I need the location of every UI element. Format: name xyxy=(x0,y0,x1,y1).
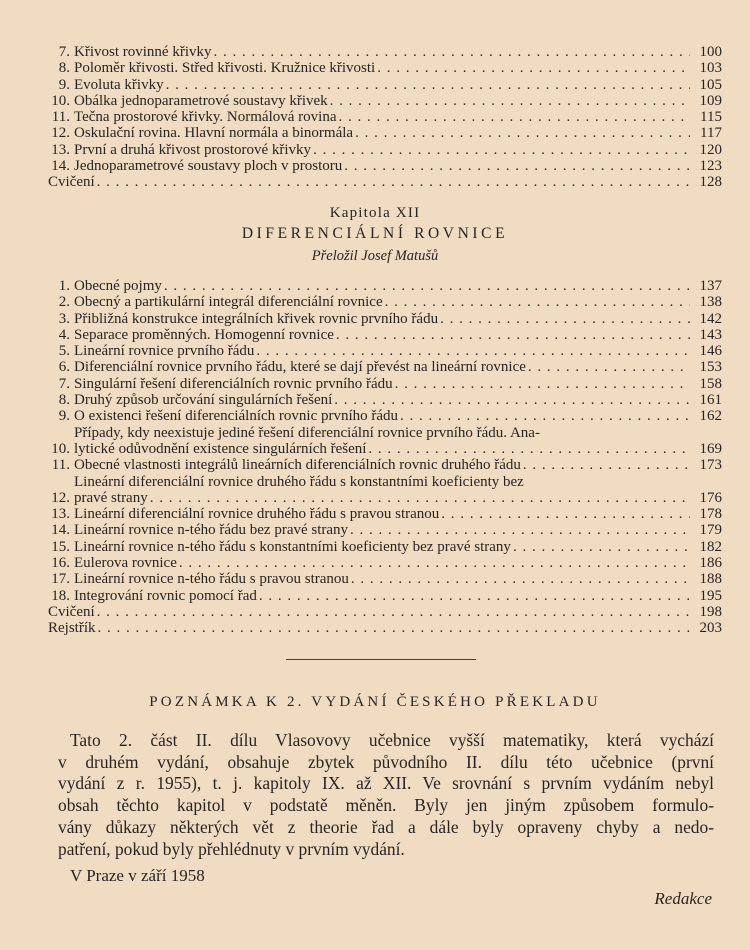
toc-entry xyxy=(48,109,722,125)
toc-entry-page: 198 xyxy=(699,603,722,620)
toc-entry-title: Lineární rovnice n-tého řádu bez pravé strany xyxy=(74,522,349,539)
note-line: Tato 2. část II. dílu Vlasovovy učebnice vyšší matematiky, která vychází xyxy=(70,730,714,750)
toc-entry-title: Diferenciální rovnice prvního řádu, které se dají převést na lineární rovnice xyxy=(74,359,526,376)
toc-entry-page: 138 xyxy=(699,294,722,311)
toc-entry-page: 115 xyxy=(700,109,722,126)
dot-leader xyxy=(523,457,690,473)
toc-entry xyxy=(48,474,722,507)
dot-leader xyxy=(334,392,690,408)
toc-entry xyxy=(48,376,722,392)
toc-entry-title: Lineární rovnice n-tého řádu s konstantními koeficienty bez pravé strany xyxy=(74,538,511,555)
toc-entry-number: 9. xyxy=(58,408,70,425)
toc-entry-body xyxy=(70,77,722,93)
toc-entry-number: 5. xyxy=(58,343,70,360)
toc-entry-body xyxy=(70,539,722,555)
toc-entry-page: 173 xyxy=(699,457,722,474)
dot-leader xyxy=(97,174,690,190)
toc-entry-title: Lineární diferenciální rovnice druhého řádu s pravou stranou xyxy=(74,506,440,523)
toc-entry-title: Přibližná konstrukce integrálních křivek rovnic prvního řádu xyxy=(74,310,439,327)
toc-entry-page: 182 xyxy=(699,538,722,555)
toc-previous-chapter xyxy=(48,44,722,191)
toc-entry-number: 12. xyxy=(51,125,70,142)
toc-entry xyxy=(48,174,722,190)
toc-entry-page: 179 xyxy=(699,522,722,539)
toc-entry xyxy=(48,343,722,359)
toc-entry-title: První a druhá křivost prostorové křivky xyxy=(74,141,312,158)
note-line: patření, pokud byly přehlédnuty v prvním vydání. xyxy=(58,838,405,859)
dot-leader xyxy=(97,604,690,620)
note-place-date: V Praze v září 1958 xyxy=(70,866,205,885)
toc-entry-body xyxy=(70,359,722,375)
toc-entry-body xyxy=(70,376,722,392)
toc-entry-title: Druhý způsob určování singulárních řešení xyxy=(74,392,333,409)
toc-entry-page: 195 xyxy=(699,587,722,604)
chapter-number: Kapitola XII xyxy=(329,205,421,221)
toc-entry-page: 169 xyxy=(699,440,722,457)
toc-entry xyxy=(48,620,722,636)
note-line: vány důkazy některých vět z theorie řad a dále byly opraveny chyby a nedo- xyxy=(58,816,714,837)
toc-entry-title: Poloměr křivosti. Střed křivosti. Kružnice křivosti xyxy=(74,60,376,77)
toc-entry-page: 162 xyxy=(699,408,722,425)
dot-leader xyxy=(259,588,690,604)
toc-entry-number: 2. xyxy=(58,294,70,311)
toc-entry-body xyxy=(70,109,722,125)
toc-entry xyxy=(48,93,722,109)
toc-entry-number: 13. xyxy=(51,506,70,523)
dot-leader xyxy=(150,490,690,506)
toc-entry-title: Separace proměnných. Homogenní rovnice xyxy=(74,326,334,343)
toc-entry-body xyxy=(70,555,722,571)
dot-leader xyxy=(330,93,690,109)
toc-entry-page: 146 xyxy=(699,343,722,360)
toc-entry xyxy=(48,142,722,158)
toc-entry-page: 176 xyxy=(699,489,722,506)
toc-entry-number: 11. xyxy=(51,457,70,474)
dot-leader xyxy=(377,60,690,76)
toc-entry-page: 188 xyxy=(699,571,722,588)
dot-leader xyxy=(400,408,690,424)
toc-entry xyxy=(48,604,722,620)
toc-entry xyxy=(48,278,722,294)
toc-entry xyxy=(48,506,722,522)
toc-entry-title: Lineární rovnice prvního řádu xyxy=(74,343,255,360)
toc-entry-body xyxy=(70,60,722,76)
toc-entry xyxy=(48,425,722,458)
dot-leader xyxy=(441,506,690,522)
dot-leader xyxy=(351,571,690,587)
toc-entry-number: 14. xyxy=(51,522,70,539)
toc-entry-title: Eulerova rovnice xyxy=(74,555,177,572)
toc-entry-title: Lineární diferenciální rovnice druhého řádu s konstantními koeficienty bez xyxy=(74,473,524,490)
toc-entry-page: 186 xyxy=(699,555,722,572)
toc-entry-body xyxy=(70,343,722,359)
dot-leader xyxy=(344,158,690,174)
toc-chapter-xii xyxy=(48,278,722,637)
toc-entry-body xyxy=(70,142,722,158)
toc-entry-title-cont: pravé strany xyxy=(74,489,148,506)
toc-entry-title: Cvičení xyxy=(48,603,95,620)
toc-entry xyxy=(48,539,722,555)
toc-entry-page: 128 xyxy=(699,174,722,191)
toc-entry-body xyxy=(70,158,722,174)
toc-entry-title-cont: lytické odůvodnění existence singulárních řešení xyxy=(74,440,367,457)
note-title: POZNÁMKA K 2. VYDÁNÍ ČESKÉHO PŘEKLADU xyxy=(149,694,601,710)
dot-leader xyxy=(513,539,690,555)
toc-entry-title: Singulární řešení diferenciálních rovnic prvního řádu xyxy=(74,375,393,392)
dot-leader xyxy=(336,327,690,343)
toc-entry-number: 14. xyxy=(51,158,70,175)
toc-entry-body xyxy=(48,620,722,636)
toc-entry-page: 203 xyxy=(699,620,722,637)
toc-entry-title: Rejstřík xyxy=(48,620,96,637)
toc-entry xyxy=(48,294,722,310)
toc-entry-number: 8. xyxy=(58,392,70,409)
dot-leader xyxy=(368,441,690,457)
toc-entry-title: Integrování rovnic pomocí řad xyxy=(74,587,257,604)
toc-entry-title: O existenci řešení diferenciálních rovnic prvního řádu xyxy=(74,408,399,425)
toc-entry-title: Křivost rovinné křivky xyxy=(74,44,212,60)
toc-entry-title: Evoluta křivky xyxy=(74,76,164,93)
toc-entry-body xyxy=(70,474,722,507)
toc-entry-body xyxy=(70,457,722,473)
dot-leader xyxy=(385,294,690,310)
toc-entry-page: 105 xyxy=(699,76,722,93)
toc-entry-page: 100 xyxy=(699,44,722,60)
dot-leader xyxy=(528,359,690,375)
dot-leader xyxy=(213,44,690,60)
toc-entry-title: Obecné pojmy xyxy=(74,278,162,294)
toc-entry xyxy=(48,327,722,343)
toc-entry-body xyxy=(70,425,722,458)
dot-leader xyxy=(164,278,690,294)
dot-leader xyxy=(313,142,690,158)
toc-entry-title: Oskulační rovina. Hlavní normála a binormála xyxy=(74,125,354,142)
chapter-title: DIFERENCIÁLNÍ ROVNICE xyxy=(241,225,509,242)
toc-entry-number: 11. xyxy=(51,109,70,126)
toc-entry-page: 143 xyxy=(699,326,722,343)
toc-entry-title: Jednoparametrové soustavy ploch v prostoru xyxy=(74,158,343,175)
toc-entry xyxy=(48,60,722,76)
toc-entry-body xyxy=(48,174,722,190)
toc-entry-continuation xyxy=(74,441,722,457)
dot-leader xyxy=(350,522,690,538)
toc-entry xyxy=(48,408,722,424)
toc-entry xyxy=(48,571,722,587)
toc-entry-page: 120 xyxy=(699,141,722,158)
toc-entry-number: 1. xyxy=(58,278,70,294)
toc-entry-number: 6. xyxy=(58,359,70,376)
toc-entry-title: Cvičení xyxy=(48,174,95,191)
toc-entry-title: Lineární rovnice n-tého řádu s pravou stranou xyxy=(74,571,349,588)
dot-leader xyxy=(338,109,690,125)
toc-entry-number: 8. xyxy=(58,60,70,77)
toc-entry-number: 7. xyxy=(58,375,70,392)
note-signature: Redakce xyxy=(654,889,712,908)
toc-entry-body xyxy=(70,93,722,109)
note-line: v druhém vydání, obsahuje zbytek původního II. dílu této učebnice (první xyxy=(58,751,714,772)
dot-leader xyxy=(355,125,690,141)
toc-entry-body xyxy=(48,604,722,620)
toc-entry-page: 161 xyxy=(699,392,722,409)
toc-entry-number: 10. xyxy=(51,440,70,457)
toc-entry-page: 158 xyxy=(699,375,722,392)
toc-entry-number: 3. xyxy=(58,310,70,327)
note-line: obsah těchto kapitol v podstatě měněn. Byly jen jiným způsobem formulo- xyxy=(58,795,714,816)
toc-entry-page: 117 xyxy=(700,125,722,142)
toc-entry-body xyxy=(70,278,722,294)
toc-entry xyxy=(48,44,722,60)
toc-entry-page: 137 xyxy=(699,278,722,294)
dot-leader xyxy=(440,311,690,327)
toc-entry-number: 15. xyxy=(51,538,70,555)
toc-entry xyxy=(48,311,722,327)
toc-entry-page: 109 xyxy=(699,92,722,109)
toc-entry-number: 12. xyxy=(51,489,70,506)
toc-entry-body xyxy=(70,588,722,604)
toc-entry-body xyxy=(70,125,722,141)
toc-entry-page: 142 xyxy=(699,310,722,327)
toc-entry-page: 123 xyxy=(699,158,722,175)
toc-entry xyxy=(48,359,722,375)
dot-leader xyxy=(395,376,690,392)
toc-entry xyxy=(48,158,722,174)
toc-entry-number: 16. xyxy=(51,555,70,572)
toc-entry-body xyxy=(70,44,722,60)
translator-credit: Přeložil Josef Matušů xyxy=(311,248,439,264)
toc-entry-number: 17. xyxy=(51,571,70,588)
toc-entry xyxy=(48,125,722,141)
toc-entry xyxy=(48,392,722,408)
toc-entry-title: Obecné vlastnosti integrálů lineárních diferenciálních rovnic druhého řádu xyxy=(74,457,521,474)
toc-entry-body xyxy=(70,408,722,424)
dot-leader xyxy=(98,620,691,636)
toc-entry xyxy=(48,522,722,538)
toc-entry xyxy=(48,555,722,571)
toc-entry-title: Obálka jednoparametrové soustavy křivek xyxy=(74,92,328,109)
toc-entry-title: Obecný a partikulární integrál diferenciální rovnice xyxy=(74,294,383,311)
toc-entry xyxy=(48,588,722,604)
toc-entry-title: Tečna prostorové křivky. Normálová rovina xyxy=(74,109,337,126)
dot-leader xyxy=(256,343,690,359)
toc-entry-body xyxy=(70,294,722,310)
dot-leader xyxy=(179,555,690,571)
toc-entry-continuation xyxy=(74,490,722,506)
toc-entry-body xyxy=(70,392,722,408)
toc-entry-page: 178 xyxy=(699,506,722,523)
note-line: vydání z r. 1955), t. j. kapitoly IX. až XII. Ve srovnání s prvním vydáním nebyl xyxy=(58,773,714,794)
toc-entry-body xyxy=(70,327,722,343)
toc-entry-number: 10. xyxy=(51,92,70,109)
toc-entry-body xyxy=(70,506,722,522)
toc-entry xyxy=(48,457,722,473)
section-divider xyxy=(286,659,476,660)
dot-leader xyxy=(166,77,690,93)
toc-entry-body xyxy=(70,571,722,587)
toc-entry-number: 9. xyxy=(58,76,70,93)
toc-entry-page: 153 xyxy=(699,359,722,376)
toc-entry-body xyxy=(70,311,722,327)
note-body xyxy=(58,730,714,860)
toc-entry-page: 103 xyxy=(699,60,722,77)
toc-entry-body xyxy=(70,522,722,538)
toc-entry-number: 18. xyxy=(51,587,70,604)
toc-entry-number: 13. xyxy=(51,141,70,158)
toc-entry xyxy=(48,77,722,93)
toc-entry-number: 7. xyxy=(58,44,70,60)
toc-entry-number: 4. xyxy=(58,326,70,343)
toc-entry-title: Případy, kdy neexistuje jediné řešení diferenciální rovnice prvního řádu. Ana- xyxy=(74,424,540,441)
